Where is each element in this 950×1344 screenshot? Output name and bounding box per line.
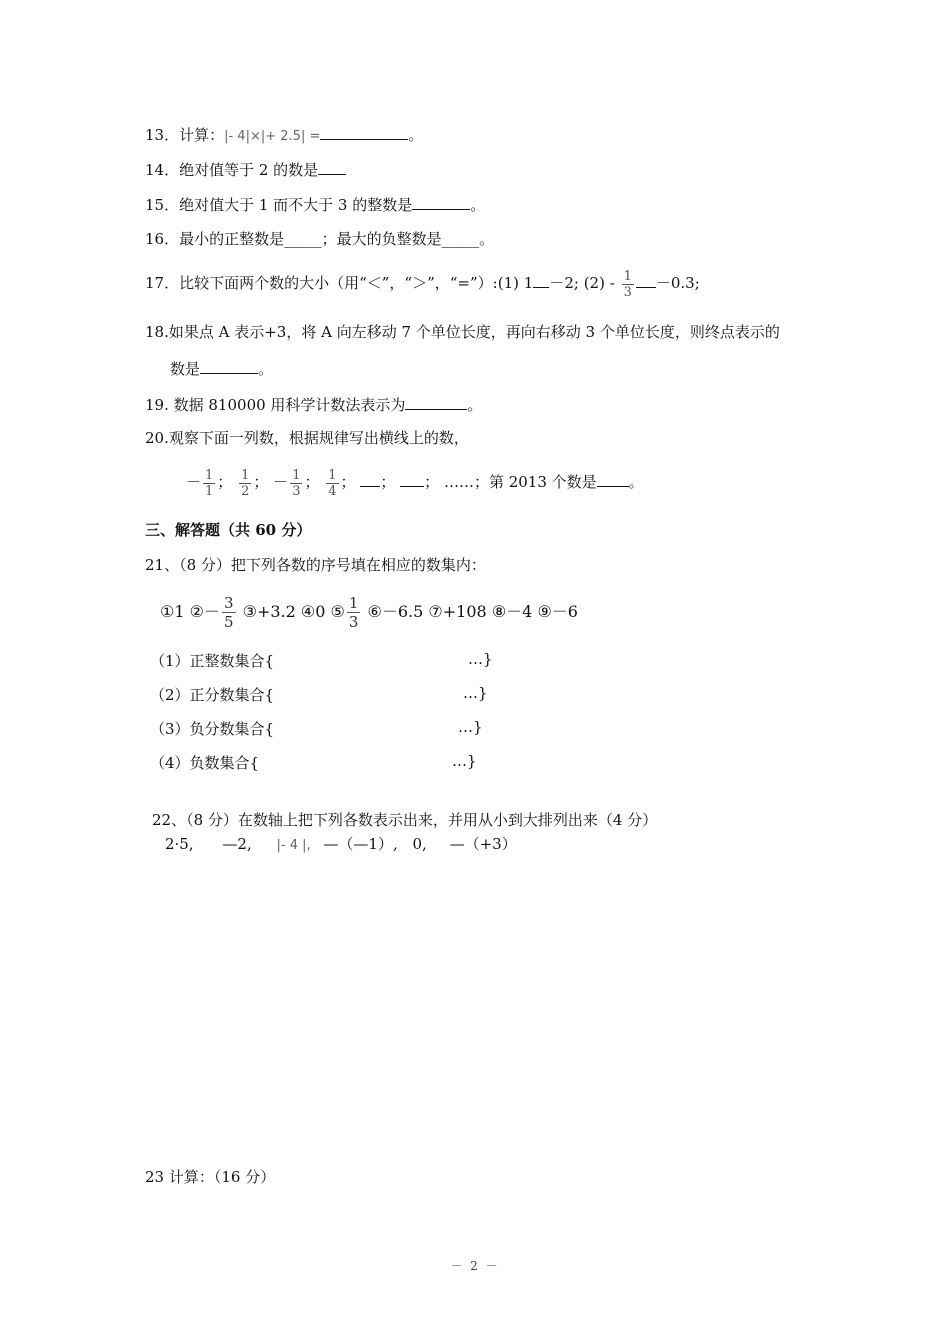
- q17-frac-num: 1: [623, 268, 632, 284]
- q20-seq2-num: 1: [241, 467, 250, 483]
- question-23: [145, 1167, 275, 1187]
- q21-set-4-end: …}: [452, 752, 477, 770]
- section-3-title-text: 三、解答题（共 60 分）: [145, 521, 312, 539]
- q21-set-1-label: （1）正整数集合{: [150, 652, 275, 670]
- question-21-items: [160, 590, 578, 634]
- q21-set-3-end: …}: [458, 718, 483, 736]
- q22-num-1: 2·5,: [165, 835, 194, 853]
- q17-fraction: [622, 269, 634, 300]
- q20-sep: ；: [253, 473, 269, 491]
- q21-item-5-frac: [347, 594, 361, 631]
- q21-set-2-label: （2）正分数集合{: [150, 686, 275, 704]
- q20-sep: ；: [340, 473, 356, 491]
- page-number-text: － 2 －: [450, 1259, 500, 1273]
- q13-answer-blank: [320, 125, 408, 140]
- q20-seq1-frac: [203, 468, 215, 499]
- q20-seq3-frac: [290, 468, 302, 499]
- q21-set-1-end: …}: [468, 650, 493, 668]
- q13-equals: =: [305, 129, 321, 144]
- q21-item-9: ⑨－6: [537, 602, 578, 621]
- q20-seq1-num: 1: [205, 467, 214, 483]
- q13-expr2: |+ 2.5|: [260, 129, 306, 144]
- question-17: [145, 263, 700, 303]
- q22-num-4: —（—1）,: [323, 835, 398, 853]
- q17-frac-den: 3: [623, 284, 632, 300]
- q21-set-positive-fractions: [150, 684, 488, 705]
- q21-item-5: ⑤: [330, 602, 345, 621]
- q20-seq4-frac: [326, 468, 338, 499]
- q21-item-7: ⑦+108: [428, 602, 487, 621]
- q21-text: 21、（8 分）把下列各数的序号填在相应的数集内：: [145, 556, 486, 574]
- q21-item-2-frac: [222, 594, 236, 631]
- section-3-title: [145, 520, 311, 540]
- q14-text: 14．绝对值等于 2 的数是: [145, 161, 319, 179]
- q19-answer-blank: [405, 395, 467, 410]
- question-19: [145, 395, 482, 415]
- q20-sep: ；: [217, 473, 233, 491]
- q20-text: 20.观察下面一列数，根据规律写出横线上的数，: [145, 429, 469, 447]
- q22-num-3: |- 4 |,: [276, 838, 311, 853]
- q13-prefix: 13．计算：: [145, 126, 225, 144]
- q21-set-positive-integers: [150, 650, 493, 671]
- q20-seq3-den: 3: [292, 483, 301, 499]
- q20-suffix: 。: [628, 473, 644, 491]
- q20-seq1-sign: －: [186, 473, 202, 491]
- q22-num-5: 0,: [412, 835, 427, 853]
- q14-answer-blank: [318, 160, 346, 175]
- q17-part2: (2) -: [583, 274, 615, 292]
- question-22: [152, 810, 657, 830]
- q17-blank-2: [636, 273, 656, 288]
- q18-answer-blank: [200, 359, 258, 374]
- q13-suffix: 。: [408, 126, 424, 144]
- q16-blank-2: _____: [441, 230, 480, 248]
- q22-text: 22、（8 分）在数轴上把下列各数表示出来，并用从小到大排列出来（4 分）: [152, 811, 658, 829]
- q18-line1: 18.如果点 A 表示+3，将 A 向左移动 7 个单位长度，再向右移动 3 个单位长度，则终点表示的: [145, 323, 780, 341]
- q21-item-1: ①1: [160, 602, 185, 621]
- q21-item-6: ⑥－6.5: [367, 602, 424, 621]
- q21-item-2: ②－: [189, 602, 220, 621]
- q22-num-2: —2,: [222, 835, 252, 853]
- q16-suffix: 。: [479, 230, 495, 248]
- q18-line2: 数是: [170, 360, 201, 378]
- q21-set-3-label: （3）负分数集合{: [150, 720, 275, 738]
- q21-item-8: ⑧－4: [491, 602, 533, 621]
- q20-seq2-den: 2: [241, 483, 250, 499]
- q20-sep: ；: [380, 473, 396, 491]
- q21-set-2-end: …}: [463, 684, 488, 702]
- q15-answer-blank: [412, 195, 470, 210]
- question-22-numbers: [165, 834, 517, 856]
- q20-sep: ；: [304, 473, 320, 491]
- page-number: [0, 1257, 950, 1274]
- question-18-line1: [145, 322, 780, 342]
- q18-suffix: 。: [258, 360, 274, 378]
- q20-blank-2: [400, 472, 424, 487]
- q20-sep: ；: [424, 473, 440, 491]
- q17-part1-a: 1: [523, 274, 534, 292]
- question-15: [145, 195, 485, 215]
- question-20-sequence: [186, 462, 644, 502]
- q20-seq2-frac: [239, 468, 251, 499]
- q13-times: ×: [249, 129, 261, 144]
- q21-item-5-num: 1: [348, 594, 359, 612]
- q21-set-negative-fractions: [150, 718, 483, 739]
- q15-text: 15．绝对值大于 1 而不大于 3 的整数是: [145, 196, 413, 214]
- q19-text: 19. 数据 810000 用科学计数法表示为: [145, 396, 406, 414]
- q21-item-2-num: 3: [223, 594, 234, 612]
- q16-mid: ；最大的负整数是: [321, 230, 442, 248]
- q23-text: 23 计算：（16 分）: [145, 1168, 276, 1186]
- q20-blank-1: [360, 472, 380, 487]
- q20-seq3-num: 1: [292, 467, 301, 483]
- q21-item-2-den: 5: [223, 613, 234, 631]
- question-16: [145, 229, 494, 249]
- q17-text: 17．比较下面两个数的大小（用“＜”，“＞”，“=”）:(1): [145, 274, 519, 292]
- q13-expr1: |- 4|: [224, 129, 250, 144]
- q21-set-4-label: （4）负数集合{: [150, 754, 260, 772]
- q17-part2-b: －0.3;: [655, 274, 700, 292]
- q21-item-5-den: 3: [348, 613, 359, 631]
- q16-text: 16．最小的正整数是: [145, 230, 285, 248]
- q15-suffix: 。: [470, 196, 486, 214]
- q20-seq3-sign: －: [273, 473, 289, 491]
- q20-seq4-den: 4: [328, 483, 337, 499]
- q17-part1-b: －2;: [549, 274, 579, 292]
- q17-blank-1: [533, 273, 549, 288]
- q21-item-3: ③+3.2: [242, 602, 296, 621]
- question-18-line2: [170, 359, 273, 379]
- q20-blank-3: [597, 472, 629, 487]
- question-14: [145, 160, 346, 180]
- question-21: [145, 555, 486, 575]
- q22-num-6: —（+3）: [449, 835, 517, 853]
- q21-item-4: ④0: [300, 602, 326, 621]
- q20-seq1-den: 1: [205, 483, 214, 499]
- q19-suffix: 。: [467, 396, 483, 414]
- question-20: [145, 428, 469, 448]
- question-13: [145, 125, 423, 147]
- q20-dots-text: ……；第 2013 个数是: [443, 473, 597, 491]
- q16-blank-1: _____: [284, 230, 322, 248]
- q21-set-negatives: [150, 752, 477, 773]
- q20-seq4-num: 1: [328, 467, 337, 483]
